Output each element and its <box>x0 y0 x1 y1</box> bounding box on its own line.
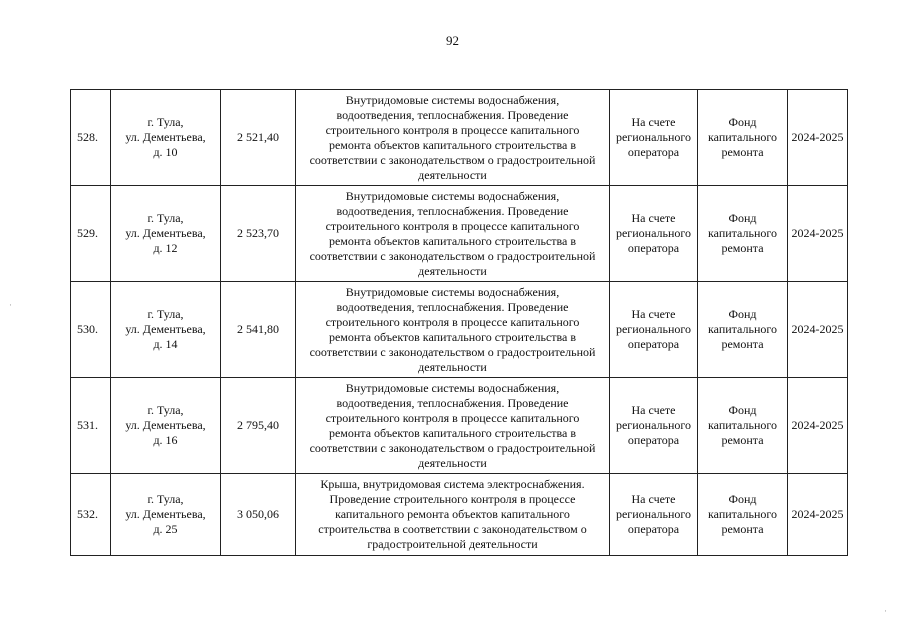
account-cell <box>610 474 698 556</box>
years-cell: 2024-2025 <box>788 90 848 186</box>
area-cell: 2 521,40 <box>221 90 296 186</box>
work-line: строительного контроля в процессе капитального <box>325 410 580 425</box>
funding-source-cell <box>698 474 788 556</box>
work-line: соответствии с законодательством о градостроительной <box>309 344 596 359</box>
work-line: соответствии с законодательством о градостроительной <box>309 248 596 263</box>
address-house: д. 14 <box>153 337 178 351</box>
table-row <box>71 186 848 282</box>
row-number: 529. <box>71 186 111 282</box>
capital-repair-table <box>70 89 848 556</box>
work-line: Внутридомовые системы водоснабжения, <box>345 380 560 395</box>
source-line: капитального <box>708 226 777 240</box>
work-line: водоотведения, теплоснабжения. Проведение <box>336 107 569 122</box>
work-line: деятельности <box>418 455 487 470</box>
account-line: регионального <box>615 130 692 144</box>
work-line: ремонта объектов капитального строительства в <box>328 329 577 344</box>
scan-speck: · <box>884 606 887 616</box>
source-line: Фонд <box>728 307 757 321</box>
address-cell <box>111 282 221 378</box>
address-street: ул. Дементьева, <box>125 130 206 144</box>
work-line: соответствии с законодательством о градостроительной <box>309 440 596 455</box>
funding-source-cell <box>698 186 788 282</box>
work-line: Внутридомовые системы водоснабжения, <box>345 92 560 107</box>
work-line: строительства в соответствии с законодательством о <box>318 522 587 536</box>
area-cell: 2 541,80 <box>221 282 296 378</box>
years-cell: 2024-2025 <box>788 378 848 474</box>
address-cell <box>111 186 221 282</box>
work-line: водоотведения, теплоснабжения. Проведение <box>336 299 569 314</box>
account-cell <box>610 186 698 282</box>
address-cell <box>111 90 221 186</box>
account-line: оператора <box>627 433 680 447</box>
work-line: ремонта объектов капитального строительства в <box>328 233 577 248</box>
table-row <box>71 90 848 186</box>
source-line: Фонд <box>728 492 757 506</box>
source-line: капитального <box>708 418 777 432</box>
page-number: 92 <box>446 33 459 48</box>
address-house: д. 16 <box>153 433 178 447</box>
work-line: Проведение строительного контроля в процессе <box>329 492 576 506</box>
work-line: водоотведения, теплоснабжения. Проведение <box>336 395 569 410</box>
account-line: оператора <box>627 337 680 351</box>
address-city: г. Тула, <box>147 403 184 417</box>
work-description-cell <box>296 186 610 282</box>
work-line: строительного контроля в процессе капитального <box>325 218 580 233</box>
work-line: строительного контроля в процессе капитального <box>325 314 580 329</box>
source-line: ремонта <box>721 241 764 255</box>
work-description-cell <box>296 474 610 556</box>
address-house: д. 10 <box>153 145 178 159</box>
source-line: капитального <box>708 322 777 336</box>
account-line: оператора <box>627 241 680 255</box>
address-street: ул. Дементьева, <box>125 418 206 432</box>
account-line: оператора <box>627 145 680 159</box>
address-street: ул. Дементьева, <box>125 226 206 240</box>
source-line: ремонта <box>721 337 764 351</box>
source-line: капитального <box>708 130 777 144</box>
funding-source-cell <box>698 282 788 378</box>
source-line: ремонта <box>721 522 764 536</box>
work-description-cell <box>296 90 610 186</box>
row-number: 531. <box>71 378 111 474</box>
table-row <box>71 474 848 556</box>
address-cell <box>111 474 221 556</box>
account-line: регионального <box>615 418 692 432</box>
address-city: г. Тула, <box>147 492 184 506</box>
work-description-cell <box>296 282 610 378</box>
source-line: Фонд <box>728 403 757 417</box>
address-city: г. Тула, <box>147 211 184 225</box>
address-house: д. 12 <box>153 241 178 255</box>
work-line: капитального ремонта объектов капитального <box>335 507 570 521</box>
row-number: 530. <box>71 282 111 378</box>
area-cell: 2 795,40 <box>221 378 296 474</box>
account-line: На счете <box>631 403 676 417</box>
account-cell <box>610 378 698 474</box>
source-line: капитального <box>708 507 777 521</box>
source-line: ремонта <box>721 145 764 159</box>
address-street: ул. Дементьева, <box>125 322 206 336</box>
work-line: водоотведения, теплоснабжения. Проведение <box>336 203 569 218</box>
address-cell <box>111 378 221 474</box>
account-line: регионального <box>615 507 692 521</box>
work-line: ремонта объектов капитального строительства в <box>328 425 577 440</box>
row-number: 532. <box>71 474 111 556</box>
address-city: г. Тула, <box>147 115 184 129</box>
work-line: строительного контроля в процессе капитального <box>325 122 580 137</box>
work-line: градостроительной деятельности <box>367 537 538 551</box>
address-house: д. 25 <box>153 522 178 536</box>
work-line: деятельности <box>418 359 487 374</box>
address-street: ул. Дементьева, <box>125 507 206 521</box>
work-line: Крыша, внутридомовая система электроснабжения. <box>320 477 585 491</box>
work-line: деятельности <box>418 263 487 278</box>
account-cell <box>610 282 698 378</box>
account-line: На счете <box>631 211 676 225</box>
source-line: ремонта <box>721 433 764 447</box>
row-number: 528. <box>71 90 111 186</box>
work-line: соответствии с законодательством о градостроительной <box>309 152 596 167</box>
source-line: Фонд <box>728 211 757 225</box>
account-line: регионального <box>615 322 692 336</box>
table-row <box>71 282 848 378</box>
work-line: деятельности <box>418 167 487 182</box>
work-line: Внутридомовые системы водоснабжения, <box>345 284 560 299</box>
funding-source-cell <box>698 378 788 474</box>
work-line: ремонта объектов капитального строительства в <box>328 137 577 152</box>
years-cell: 2024-2025 <box>788 474 848 556</box>
work-description-cell <box>296 378 610 474</box>
address-city: г. Тула, <box>147 307 184 321</box>
account-line: оператора <box>627 522 680 536</box>
account-line: На счете <box>631 307 676 321</box>
account-line: На счете <box>631 115 676 129</box>
account-line: На счете <box>631 492 676 506</box>
area-cell: 3 050,06 <box>221 474 296 556</box>
years-cell: 2024-2025 <box>788 186 848 282</box>
source-line: Фонд <box>728 115 757 129</box>
account-line: регионального <box>615 226 692 240</box>
table-row <box>71 378 848 474</box>
work-line: Внутридомовые системы водоснабжения, <box>345 188 560 203</box>
years-cell: 2024-2025 <box>788 282 848 378</box>
account-cell <box>610 90 698 186</box>
scan-speck: · <box>9 300 12 310</box>
area-cell: 2 523,70 <box>221 186 296 282</box>
funding-source-cell <box>698 90 788 186</box>
